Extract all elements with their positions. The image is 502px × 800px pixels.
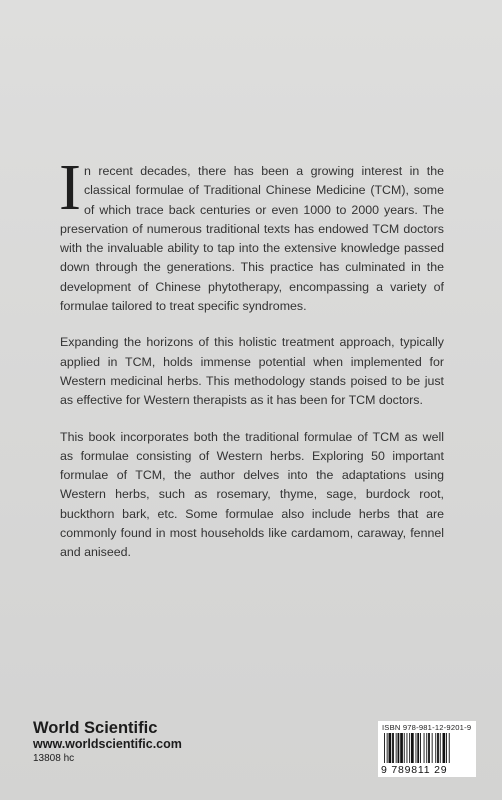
- barcode-bar: [417, 733, 419, 763]
- barcode-bar: [392, 733, 394, 763]
- barcode-bar: [432, 733, 433, 763]
- barcode-block: [378, 721, 476, 777]
- barcode-bar: [398, 733, 400, 763]
- blurb-paragraph-1: [59, 151, 444, 316]
- barcode-bar: [426, 733, 427, 763]
- blurb-paragraph-1-text: n recent decades, there has been a growing interest in the classical formulae of Traditional Chinese Medicine (TCM), some of which trace back centuries or even 1000 to 2000 years. The preservation of numerous traditional texts has endowed TCM doctors with the invaluable ability to tap into the extensive knowledge passed down through the generations. This practice has culminated in the development of Chinese phytotherapy, encompassing a variety of formulae tailored to treat specific syndromes.: [60, 164, 444, 314]
- barcode-bar: [384, 733, 385, 763]
- barcode-bar: [420, 733, 421, 763]
- publisher-block: [33, 719, 182, 766]
- publisher-url: www.worldscientific.com: [33, 737, 182, 751]
- barcode-digits: 9 789811 29: [381, 764, 448, 776]
- isbn-label: ISBN 978-981-12-9201-9: [382, 723, 472, 732]
- barcode-bar: [440, 733, 441, 763]
- barcode-image: [384, 733, 472, 763]
- barcode-bar: [407, 733, 408, 763]
- barcode-bar: [416, 733, 417, 763]
- barcode-bar: [428, 733, 430, 763]
- barcode-bar: [404, 733, 405, 763]
- barcode-bar: [435, 733, 436, 763]
- product-code: 13808 hc: [33, 753, 75, 764]
- barcode-bar: [449, 733, 450, 763]
- barcode-bar: [446, 733, 447, 763]
- blurb-text: [59, 151, 444, 580]
- barcode-bar: [437, 733, 439, 763]
- barcode-bar: [387, 733, 388, 763]
- barcode-bar: [400, 733, 403, 763]
- publisher-name: World Scientific: [33, 719, 158, 737]
- barcode-bar: [396, 733, 397, 763]
- drop-cap: I: [59, 151, 81, 224]
- barcode-bar: [443, 733, 446, 763]
- barcode-bar: [409, 733, 410, 763]
- blurb-paragraph-3: This book incorporates both the traditional formulae of TCM as well as formulae consisting of Western herbs. Exploring 50 important formulae of TCM, the author delves into the adaptations using Western herbs, such as rosemary, thyme, sage, burdock root, buckthorn bark, etc. Some formulae also include herbs that are commonly found in most households like cardamom, caraway, fennel and aniseed.: [60, 429, 444, 560]
- barcode-bar: [411, 733, 414, 763]
- blurb-paragraph-2: Expanding the horizons of this holistic treatment approach, typically applied in TCM, holds immense potential when implemented for Western medicinal herbs. This methodology stands poised to be just as effective for Western therapists as it has been for TCM doctors.: [60, 335, 444, 408]
- barcode-bar: [424, 733, 425, 763]
- barcode-bar: [389, 733, 392, 763]
